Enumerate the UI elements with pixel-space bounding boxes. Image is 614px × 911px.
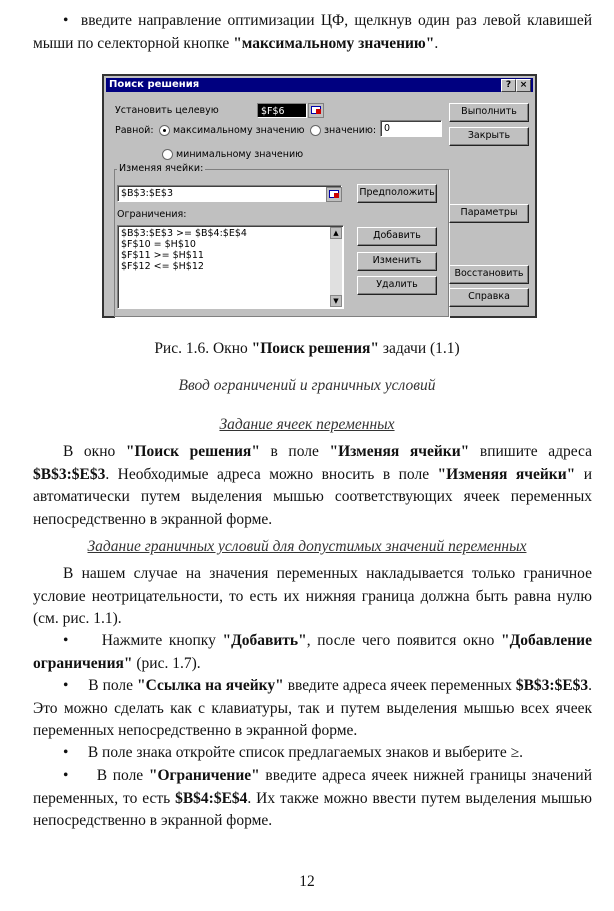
scrollbar[interactable]: [330, 227, 342, 307]
bullet-item: • Нажмите кнопку "Добавить", после чего появится окно "Добавление ограничения" (рис. 1.7).: [33, 632, 592, 672]
help-button[interactable]: Справка: [449, 288, 529, 307]
reset-button[interactable]: Восстановить: [449, 265, 529, 284]
cell-reference-icon[interactable]: [308, 103, 324, 118]
changing-cells-label: Изменяя ячейки:: [119, 163, 204, 174]
bullet-item: • В поле знака откройте список предлагаемых знаков и выберите ≥.: [63, 744, 523, 761]
radio-max[interactable]: [159, 125, 170, 136]
help-icon[interactable]: ?: [501, 79, 516, 92]
bullet-item: • В поле "Ссылка на ячейку" введите адреса ячеек переменных $B$3:$E$3. Это можно сделать как с клавиатуры, так и путем выделения мышью всех ячеек переменных непосредственно в экранной форме.: [33, 677, 593, 739]
radio-min[interactable]: [162, 149, 173, 160]
radio-min-label[interactable]: минимальному значению: [176, 149, 304, 160]
intro-paragraph: • введите направление оптимизации ЦФ, щелкнув один раз левой клавишей мыши по селекторной кнопке "максимальному значению".: [33, 12, 592, 52]
scroll-up-icon[interactable]: ▲: [330, 227, 342, 239]
cell-reference-icon[interactable]: [326, 187, 342, 202]
paragraph: В нашем случае на значения переменных накладывается только граничное условие неотрицательности, то есть их нижняя граница должна быть равна нулю (см. рис. 1.1).: [33, 565, 592, 627]
constraint-item[interactable]: $F$10 = $H$10: [121, 239, 196, 250]
delete-button[interactable]: Удалить: [357, 276, 437, 295]
solve-button[interactable]: Выполнить: [449, 103, 529, 122]
solver-dialog: [102, 74, 537, 318]
value-input[interactable]: 0: [380, 120, 442, 137]
equal-label: Равной:: [115, 125, 154, 136]
constraints-list[interactable]: [117, 225, 344, 309]
close-icon[interactable]: ×: [516, 79, 531, 92]
radio-value-label[interactable]: значению:: [324, 125, 377, 136]
figure-caption: Рис. 1.6. Окно "Поиск решения" задачи (1.1): [154, 340, 460, 357]
close-button[interactable]: Закрыть: [449, 127, 529, 146]
target-cell-input[interactable]: $F$6: [257, 103, 307, 118]
dialog-titlebar: [106, 78, 533, 92]
subsection-heading: Задание граничных условий для допустимых значений переменных: [87, 538, 527, 555]
add-button[interactable]: Добавить: [357, 227, 437, 246]
bullet-item: • В поле "Ограничение" введите адреса ячеек нижней границы значений переменных, то есть $B$4:$E$4. Их также можно ввести путем выделения мышью непосредственно в экранной форме.: [33, 767, 593, 829]
page-number: 12: [299, 873, 315, 890]
constraints-label: Ограничения:: [117, 209, 187, 220]
subsection-heading: Задание ячеек переменных: [219, 416, 395, 433]
options-button[interactable]: Параметры: [449, 204, 529, 223]
paragraph: В окно "Поиск решения" в поле "Изменяя ячейки" впишите адреса $B$3:$E$3. Необходимые адреса можно вносить в поле "Изменяя ячейки" и автоматически путем выделения мышью соответствующих ячеек переменных непосредственно в экранной форме.: [33, 443, 592, 528]
constraint-item[interactable]: $B$3:$E$3 >= $B$4:$E$4: [121, 228, 247, 239]
scroll-down-icon[interactable]: ▼: [330, 295, 342, 307]
changing-cells-input[interactable]: $B$3:$E$3: [117, 185, 342, 202]
dialog-title: Поиск решения: [109, 79, 200, 90]
constraint-item[interactable]: $F$11 >= $H$11: [121, 250, 204, 261]
change-button[interactable]: Изменить: [357, 252, 437, 271]
guess-button[interactable]: Предположить: [357, 184, 437, 203]
constraint-item[interactable]: $F$12 <= $H$12: [121, 261, 204, 272]
radio-value[interactable]: [310, 125, 321, 136]
target-label: Установить целевую: [115, 105, 219, 116]
radio-max-label[interactable]: максимальному значению: [173, 125, 305, 136]
section-heading: Ввод ограничений и граничных условий: [178, 377, 436, 394]
